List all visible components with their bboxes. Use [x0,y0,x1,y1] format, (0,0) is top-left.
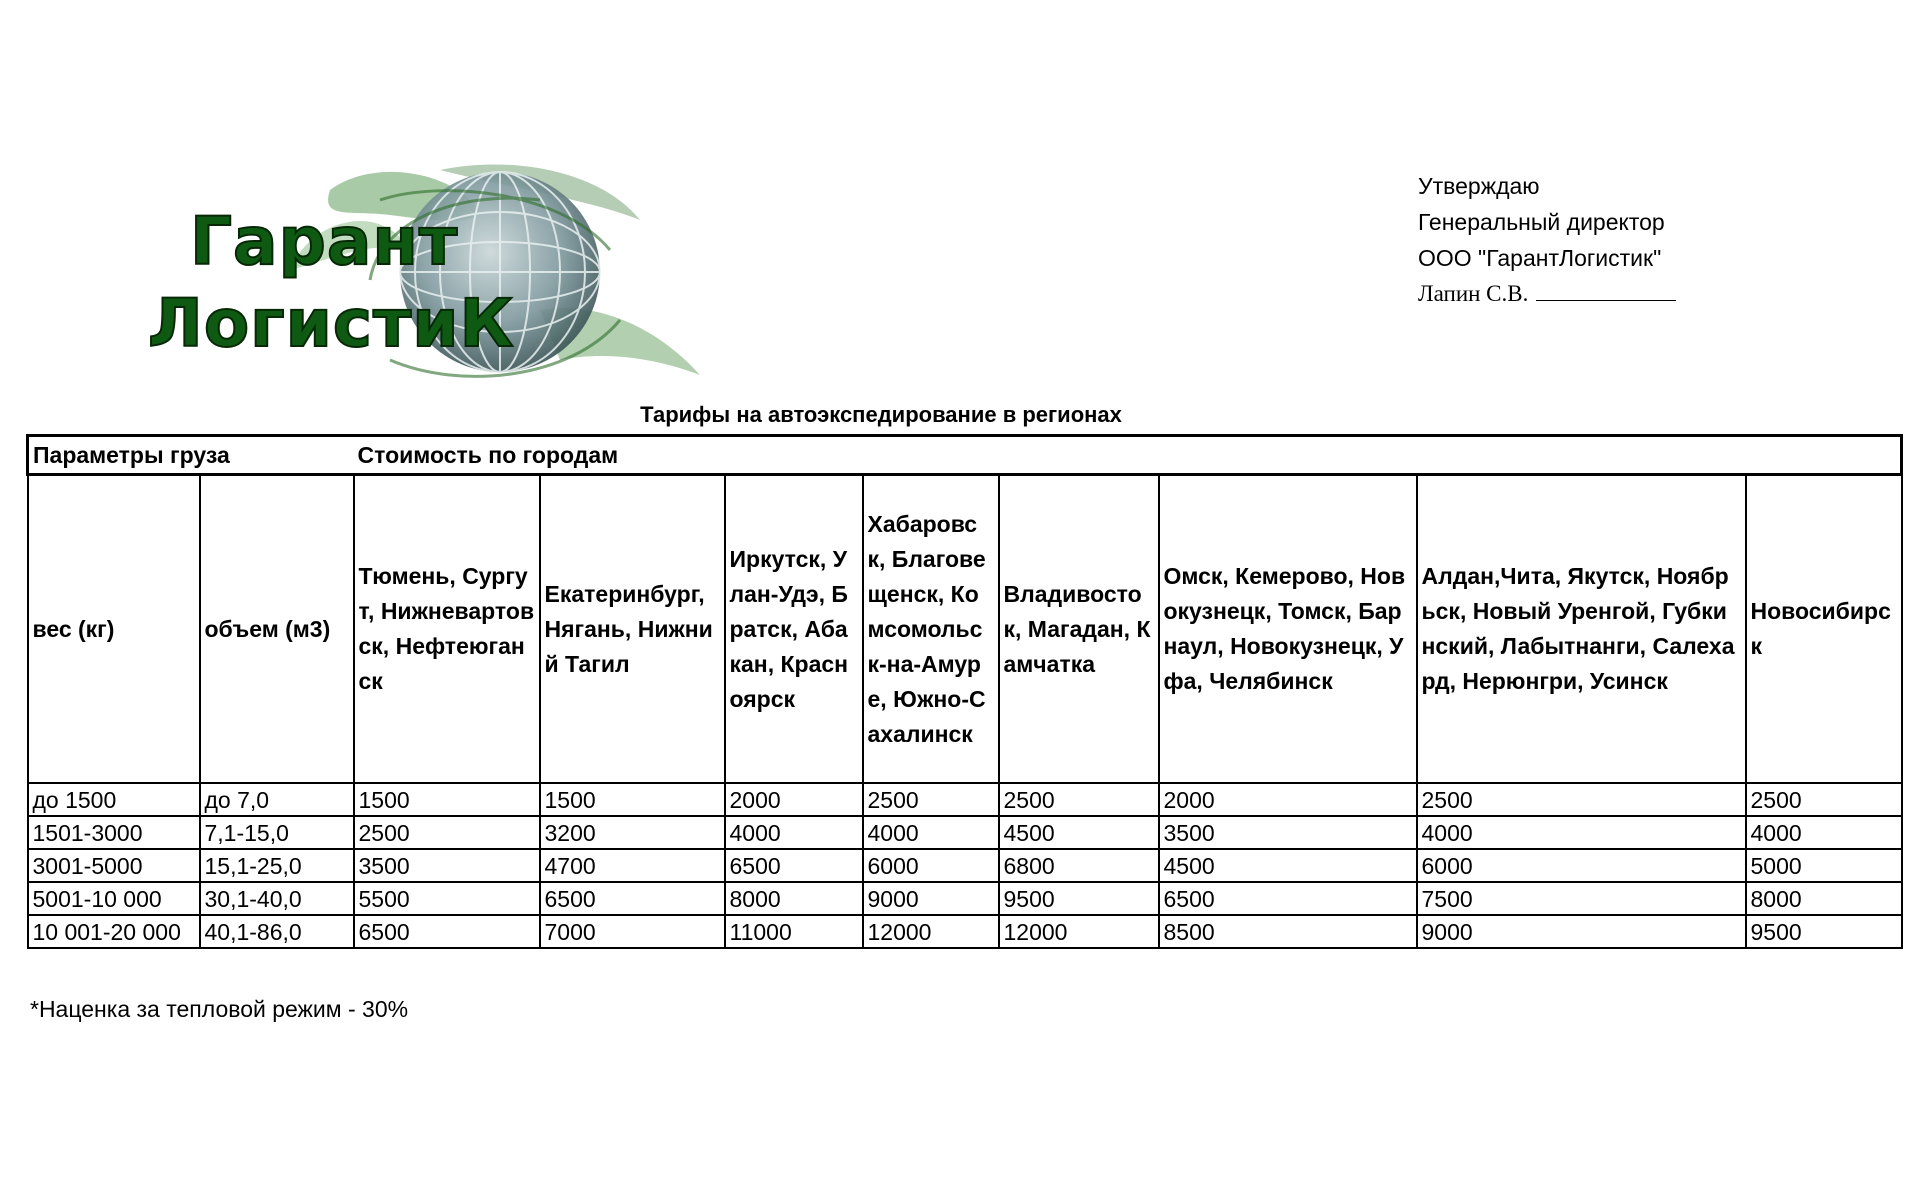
document-title: Тарифы на автоэкспедирование в регионах [640,402,1122,427]
table-cell: 8500 [1159,915,1417,948]
table-cell: 9500 [1746,915,1902,948]
table-cell: 5500 [354,882,540,915]
table-cell: 6000 [863,849,999,882]
approval-block [1418,168,1676,312]
table-cell: 5001-10 000 [28,882,200,915]
table-cell: 7000 [540,915,725,948]
table-cell: 2000 [1159,783,1417,816]
column-header: Новосибирск [1746,475,1902,784]
table-row [28,783,1902,816]
approval-heading: Утверждаю [1418,173,1540,199]
tariff-table [26,434,1903,949]
table-cell: 4000 [863,816,999,849]
table-cell: 30,1-40,0 [200,882,354,915]
column-header: Владивосток, Магадан, Камчатка [999,475,1159,784]
table-cell: 7500 [1417,882,1746,915]
globe-icon [140,160,740,400]
table-cell: 4500 [1159,849,1417,882]
table-row [28,882,1902,915]
table-cell: 1500 [354,783,540,816]
column-header: Иркутск, Улан-Удэ, Братск, Абакан, Красноярск [725,475,863,784]
table-cell: 9000 [1417,915,1746,948]
column-header-row [28,475,1902,784]
table-cell: 1500 [540,783,725,816]
table-cell: 11000 [725,915,863,948]
table-cell: 2500 [999,783,1159,816]
table-cell: 4000 [725,816,863,849]
table-row [28,816,1902,849]
logo-line-1: Гарант [190,203,459,280]
table-row [28,915,1902,948]
group-header-params: Параметры груза [28,436,354,475]
table-cell: 3200 [540,816,725,849]
table-cell: 2500 [354,816,540,849]
column-header: объем (м3) [200,475,354,784]
approval-signer-line [1418,276,1676,312]
table-cell: 4000 [1746,816,1902,849]
table-cell: до 1500 [28,783,200,816]
table-cell: 5000 [1746,849,1902,882]
logo-line-2: ЛогистиК [148,285,515,362]
table-cell: 12000 [863,915,999,948]
column-header: Екатеринбург, Нягань, Нижний Тагил [540,475,725,784]
table-cell: 4000 [1417,816,1746,849]
approval-signer: Лапин С.В. [1418,281,1529,306]
table-cell: 9500 [999,882,1159,915]
table-cell: 2500 [863,783,999,816]
table-cell: 15,1-25,0 [200,849,354,882]
table-cell: до 7,0 [200,783,354,816]
table-cell: 6500 [1159,882,1417,915]
table-row [28,849,1902,882]
column-header: Омск, Кемерово, Новокузнецк, Томск, Барнаул, Новокузнецк, Уфа, Челябинск [1159,475,1417,784]
table-cell: 3001-5000 [28,849,200,882]
table-cell: 6500 [725,849,863,882]
table-cell: 9000 [863,882,999,915]
column-header: Алдан,Чита, Якутск, Ноябрьск, Новый Уренгой, Губкинский, Лабытнанги, Салехард, Нерюнгри, Усинск [1417,475,1746,784]
table-cell: 2000 [725,783,863,816]
signature-line [1536,280,1676,301]
table-cell: 3500 [1159,816,1417,849]
table-cell: 1501-3000 [28,816,200,849]
table-cell: 10 001-20 000 [28,915,200,948]
group-header-cost: Стоимость по городам [354,436,1902,475]
group-header-row [28,436,1902,475]
table-cell: 2500 [1746,783,1902,816]
table-cell: 6000 [1417,849,1746,882]
table-cell: 4700 [540,849,725,882]
table-cell: 8000 [1746,882,1902,915]
column-header: Тюмень, Сургут, Нижневартовск, Нефтеюганск [354,475,540,784]
column-header: Хабаровск, Благовещенск, Комсомольск-на-Амуре, Южно-Сахалинск [863,475,999,784]
table-cell: 6500 [540,882,725,915]
table-cell: 6800 [999,849,1159,882]
table-cell: 8000 [725,882,863,915]
table-cell: 40,1-86,0 [200,915,354,948]
table-cell: 3500 [354,849,540,882]
footnote: *Наценка за тепловой режим - 30% [30,996,409,1022]
table-cell: 6500 [354,915,540,948]
approval-position: Генеральный директор [1418,209,1665,235]
table-cell: 12000 [999,915,1159,948]
approval-company: ООО "ГарантЛогистик" [1418,245,1662,271]
column-header: вес (кг) [28,475,200,784]
table-cell: 7,1-15,0 [200,816,354,849]
table-cell: 4500 [999,816,1159,849]
table-cell: 2500 [1417,783,1746,816]
company-logo [140,160,740,400]
